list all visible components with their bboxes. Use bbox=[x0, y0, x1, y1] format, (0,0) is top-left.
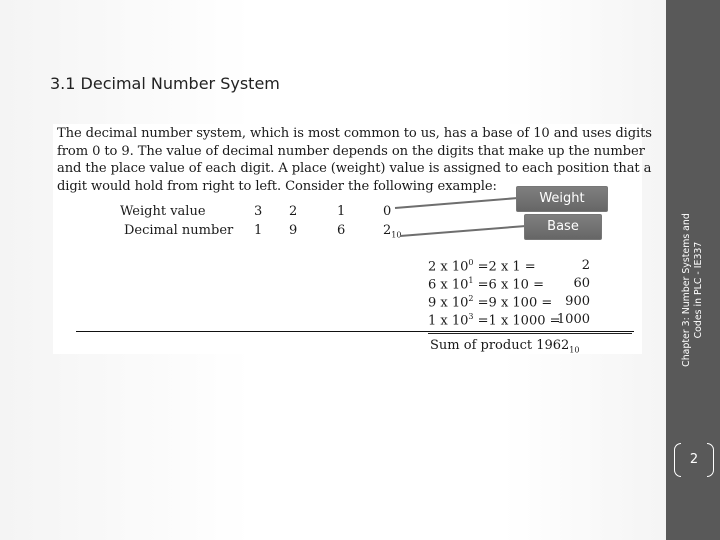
weight-cell: 1 bbox=[337, 204, 346, 219]
weight-value-label: Weight value bbox=[120, 204, 206, 219]
weight-cell: 2 bbox=[289, 204, 298, 219]
product-line: 9 x $10^2 =9$ x 100 = bbox=[428, 294, 553, 311]
digit-value: 2 bbox=[383, 223, 392, 238]
product-line: 2 x $10^0 =2$ x 1 = bbox=[428, 258, 536, 275]
weight-cell: 0 bbox=[383, 204, 392, 219]
weight-cell: 3 bbox=[254, 204, 263, 219]
product-line: 1 x $10^3 =1$ x 1000 = bbox=[428, 312, 561, 329]
left-bracket-icon bbox=[674, 443, 681, 477]
paragraph-line: from 0 to 9. The value of decimal number depends on the digits that make up the number bbox=[57, 143, 645, 159]
paragraph-line: The decimal number system, which is most common to us, has a base of 10 and uses digits bbox=[57, 126, 652, 141]
page-number bbox=[672, 443, 716, 477]
product-value: 900 bbox=[565, 294, 590, 309]
product-value: 2 bbox=[581, 258, 590, 273]
paragraph-line: digit would hold from right to left. Consider the following example: bbox=[57, 178, 497, 194]
chapter-caption bbox=[681, 170, 705, 410]
base-callout: Base bbox=[524, 214, 602, 240]
chapter-caption-line: Codes in PLC - IE337 bbox=[693, 241, 704, 339]
chapter-caption-line: Chapter 3: Number Systems and bbox=[681, 213, 692, 367]
slide-title: 3.1 Decimal Number System bbox=[50, 74, 280, 93]
paragraph-line: and the place value of each digit. A place (weight) value is assigned to each position that a bbox=[57, 161, 652, 177]
digit-cell: 1 bbox=[254, 223, 263, 238]
sum-of-product: Sum of product $1962_{10}$ bbox=[430, 338, 580, 355]
base-pointer-line bbox=[400, 226, 526, 236]
base-subscript: 10 bbox=[391, 230, 402, 240]
page-number-text: 2 bbox=[689, 452, 699, 467]
product-value: 1000 bbox=[556, 312, 590, 327]
digit-cell: 9 bbox=[289, 223, 298, 238]
weight-callout: Weight bbox=[516, 186, 608, 212]
right-bracket-icon bbox=[707, 443, 714, 477]
decimal-number-label: Decimal number bbox=[124, 223, 234, 238]
product-line: 6 x $10^1 =6$ x 10 = bbox=[428, 276, 544, 293]
product-value: 60 bbox=[573, 276, 590, 291]
digit-cell: 6 bbox=[337, 223, 346, 238]
weight-pointer-line bbox=[395, 198, 518, 208]
